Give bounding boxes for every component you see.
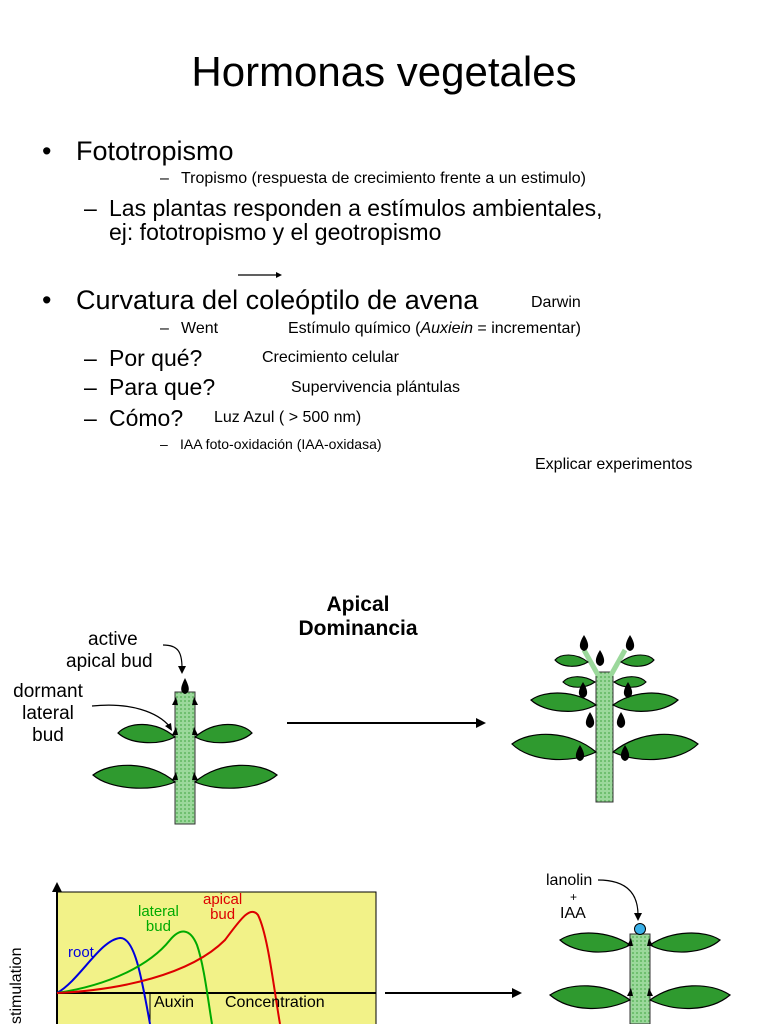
label-active: active bbox=[88, 629, 138, 650]
como-label: Cómo? bbox=[109, 405, 184, 431]
graph-ylabel: stimulation bbox=[8, 947, 25, 1024]
went-dash: – bbox=[160, 320, 169, 337]
plantas-line-2: ej: fototropismo y el geotropismo bbox=[109, 219, 442, 245]
heading-line-1: Apical bbox=[326, 593, 390, 616]
leaf-icon bbox=[93, 765, 175, 788]
apical-bud-icon bbox=[181, 678, 189, 694]
leaf-icon bbox=[118, 724, 175, 742]
iaa-dash: – bbox=[160, 436, 168, 452]
label-apical-bud: apical bud bbox=[66, 651, 153, 672]
leaf-icon bbox=[613, 693, 678, 711]
lateral-line-2: bud bbox=[145, 918, 171, 935]
plant-left bbox=[92, 645, 277, 824]
dash-paraque: – bbox=[84, 374, 97, 400]
graph-root-label: root bbox=[68, 944, 94, 961]
lanolin-drop-icon bbox=[635, 924, 646, 935]
arrow-right-icon bbox=[287, 718, 486, 728]
tropismo-text: Tropismo (respuesta de crecimiento frente a un estimulo) bbox=[181, 170, 586, 187]
bullet-2: • bbox=[42, 285, 52, 315]
sub-dash: – bbox=[160, 170, 169, 187]
label-lateral: lateral bbox=[22, 703, 74, 724]
small-arrow-icon bbox=[238, 272, 282, 278]
went-label: Went bbox=[181, 320, 219, 337]
apical-line-1: apical bbox=[203, 891, 243, 908]
graph-xlabel-auxin: Auxin bbox=[154, 994, 195, 1011]
label-dormant: dormant bbox=[13, 681, 83, 702]
leaf-icon bbox=[195, 724, 252, 742]
plantas-line-1: Las plantas responden a estímulos ambientales, bbox=[109, 195, 603, 221]
graph-xlabel-concentration: Concentration bbox=[225, 994, 325, 1011]
porque-label: Por qué? bbox=[109, 345, 203, 371]
graph-apical-label bbox=[203, 892, 242, 922]
supervivencia-text: Supervivencia plántulas bbox=[291, 379, 460, 396]
explicar-text: Explicar experimentos bbox=[535, 456, 693, 473]
label-iaa: IAA bbox=[560, 905, 586, 922]
crecimiento-text: Crecimiento celular bbox=[262, 349, 399, 366]
darwin-label: Darwin bbox=[531, 294, 581, 311]
paraque-label: Para que? bbox=[109, 374, 216, 400]
fototropismo-heading: Fototropismo bbox=[76, 136, 234, 166]
bullet-1: • bbox=[42, 136, 52, 166]
leaf-icon bbox=[195, 765, 277, 788]
plant-right bbox=[512, 635, 698, 802]
label-lanolin: lanolin bbox=[546, 872, 593, 889]
leaf-icon bbox=[531, 693, 596, 711]
plant-lanolin bbox=[550, 880, 730, 1024]
heading-line-2: Dominancia bbox=[298, 617, 418, 640]
estimulo-post: = incrementar) bbox=[472, 320, 582, 337]
dash-plantas: – bbox=[84, 195, 97, 221]
dash-como: – bbox=[84, 405, 97, 431]
luz-text: Luz Azul ( > 500 nm) bbox=[214, 409, 362, 426]
page-title: Hormonas vegetales bbox=[191, 48, 577, 95]
apical-line-2: bud bbox=[210, 906, 236, 923]
label-plus: + bbox=[570, 890, 578, 904]
graph-lateral-label bbox=[138, 904, 179, 934]
curvatura-heading: Curvatura del coleóptilo de avena bbox=[76, 285, 479, 315]
auxiein-term: Auxiein bbox=[420, 320, 473, 337]
label-bud: bud bbox=[32, 725, 64, 746]
estimulo-pre: Estímulo químico ( bbox=[288, 320, 421, 337]
iaa-text: IAA foto-oxidación (IAA-oxidasa) bbox=[180, 436, 382, 452]
lateral-line-1: lateral bbox=[138, 903, 179, 920]
dash-porque: – bbox=[84, 345, 97, 371]
arrow-right-icon-2 bbox=[385, 988, 522, 998]
